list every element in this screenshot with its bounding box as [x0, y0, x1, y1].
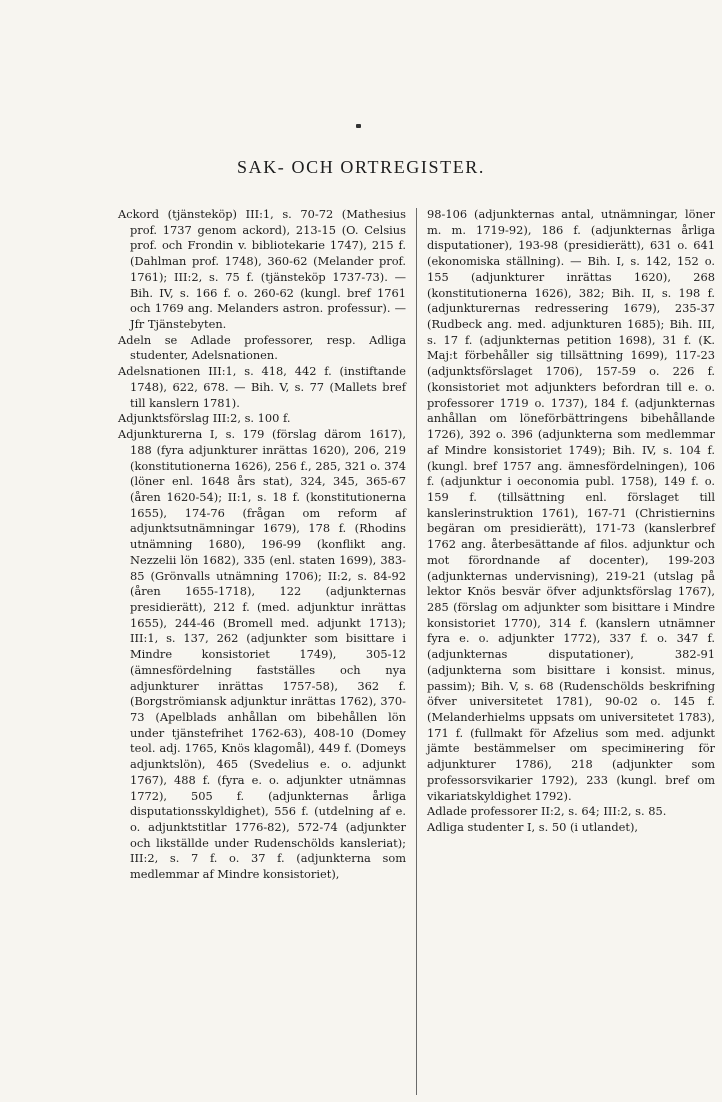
index-entry-adelsnationen: Adelsnationen III:1, s. 418, 442 f. (instiftande 1748), 622, 678. — Bih. V, s. 77 (Mallets bref till kanslern 1781).: [118, 364, 406, 410]
page-mark: [356, 124, 361, 128]
index-entry-adjunktsforslag: Adjunktsförslag III:2, s. 100 f.: [118, 411, 291, 426]
index-entry-adliga-studenter: Adliga studenter I, s. 50 (i utlandet),: [427, 820, 639, 835]
index-entry-adjunkturerna-continued: 98-106 (adjunkternas antal, utnämningar, löner m. m. 1719-92), 186 f. (adjunkternas årliga disputationer), 193-98 (presidierätt), 631 o. 641 (ekonomiska ställning). — Bih. I, s. 142, 152 o. 155 (adjunkturer inrättas 1620), 268 (konstitutionerna 1626), 382; Bih. II, s. 198 f. (adjunkturernas redressering 1679), 235-37 (Rudbeck ang. med. adjunkturen 1685); Bih. III, s. 17 f. (adjunkternas petition 1698), 31 f. (K. Maj:t förbehåller sig tillsättning 1699), 117-23 (adjunktsförslaget 1706), 157-59 o. 226 f. (konsistoriet mot adjunkters befordran till e. o. professorer 1719 o. 1737), 184 f. (adjunkternas anhållan om löneförbättringens bibehållande 1726), 392 o. 396 (adjunkterna som medlemmar af Mindre konsistoriet 1749); Bih. IV, s. 104 f. (kungl. bref 1757 ang. ämnesfördelningen), 106 f. (adjunktur i oeconomia publ. 1758), 149 f. o. 159 f. (tillsättning enl. förslaget till kanslerinstruktion 1761), 167-71 (Christiernins begäran om presidierätt), 171-73 (kanslerbref 1762 ang. återbesättande af filos. adjunktur och mot förordnande af docenter), 199-203 (adjunkternas undervisning), 219-21 (utslag på lektor Knös besvär öfver adjunktsförslag 1767), 285 (förslag om adjunkter som bisittare i Mindre konsistoriet 1770), 314 f. (kanslern utnämner fyra e. o. adjunkter 1772), 337 f. o. 347 f. (adjunkternas disputationer), 382-91 (adjunkterna som bisittare i konsist. minus, passim); Bih. V, s. 68 (Rudenschölds beskrifning öfver universitetet 1781), 90-02 o. 145 f. (Melanderhielms uppsats om universitetet 1783), 171 f. (fullmakt för Afzelius som med. adjunkt jämte bestämmelser om specimінering för adjunkturer 1786), 218 (adjunkter som professorsvikarier 1792), 233 (kungl. bref om vikariatskyldighet 1792).: [427, 207, 715, 803]
left-column: [118, 207, 406, 883]
column-divider: [416, 208, 417, 1095]
index-entry-adlade-professorer: Adlade professorer II:2, s. 64; III:2, s. 85.: [427, 804, 667, 819]
page-title: SAK- OCH ORTREGISTER.: [236, 157, 486, 177]
index-entry-ackord: Ackord (tjänsteköp) III:1, s. 70-72 (Mathesius prof. 1737 genom ackord), 213-15 (O. Celsius prof. och Frondin v. bibliotekarie 1747), 215 f. (Dahlman prof. 1748), 360-62 (Melander prof. 1761); III:2, s. 75 f. (tjänsteköp 1737-73). — Bih. IV, s. 166 f. o. 260-62 (kungl. bref 1761 och 1769 ang. Melanders astron. professur). — Jfr Tjänstebyten.: [118, 207, 406, 332]
index-entry-adeln: Adeln se Adlade professorer, resp. Adliga studenter, Adelsnationen.: [118, 332, 406, 363]
index-entry-adjunkturerna: Adjunkturerna I, s. 179 (förslag därom 1617), 188 (fyra adjunkturer inrättas 1620), 206, 219 (konstitutionerna 1626), 256 f., 285, 321 o. 374 (löner enl. 1648 års stat), 324, 345, 365-67 (åren 1620-54); II:1, s. 18 f. (konstitutionerna 1655), 174-76 (frågan om reform af adjunktsutnämningar 1679), 178 f. (Rhodins utnämning 1680), 196-99 (konflikt ang. Nezzelii lön 1682), 335 (enl. staten 1699), 383-85 (Grönvalls utnämning 1706); II:2, s. 84-92 (åren 1655-1718), 122 (adjunkternas presidierätt), 212 f. (med. adjunktur inrättas 1655), 244-46 (Bromell med. adjunkt 1713); III:1, s. 137, 262 (adjunkter som bisittare i Mindre konsistoriet 1749), 305-12 (ämnesfördelning fastställes och nya adjunkturer inrättas 1757-58), 362 f. (Borgströmiansk adjunktur inrättas 1762), 370-73 (Apelblads anhållan om bibehållen lön under tjänstefrihet 1762-63), 408-10 (Domey teol. adj. 1765, Knös klagomål), 449 f. (Domeys adjunktslön), 465 (Svedelius e. o. adjunkt 1767), 488 f. (fyra e. o. adjunkter utnämnas 1772), 505 f. (adjunkternas årliga disputationsskyldighet), 556 f. (utdelning af e. o. adjunktstitlar 1776-82), 572-74 (adjunkter och likställde under Rudenschölds kansleriat); III:2, s. 7 f. o. 37 f. (adjunkterna som medlemmar af Mindre konsistoriet),: [118, 427, 406, 882]
right-column: [427, 207, 715, 836]
